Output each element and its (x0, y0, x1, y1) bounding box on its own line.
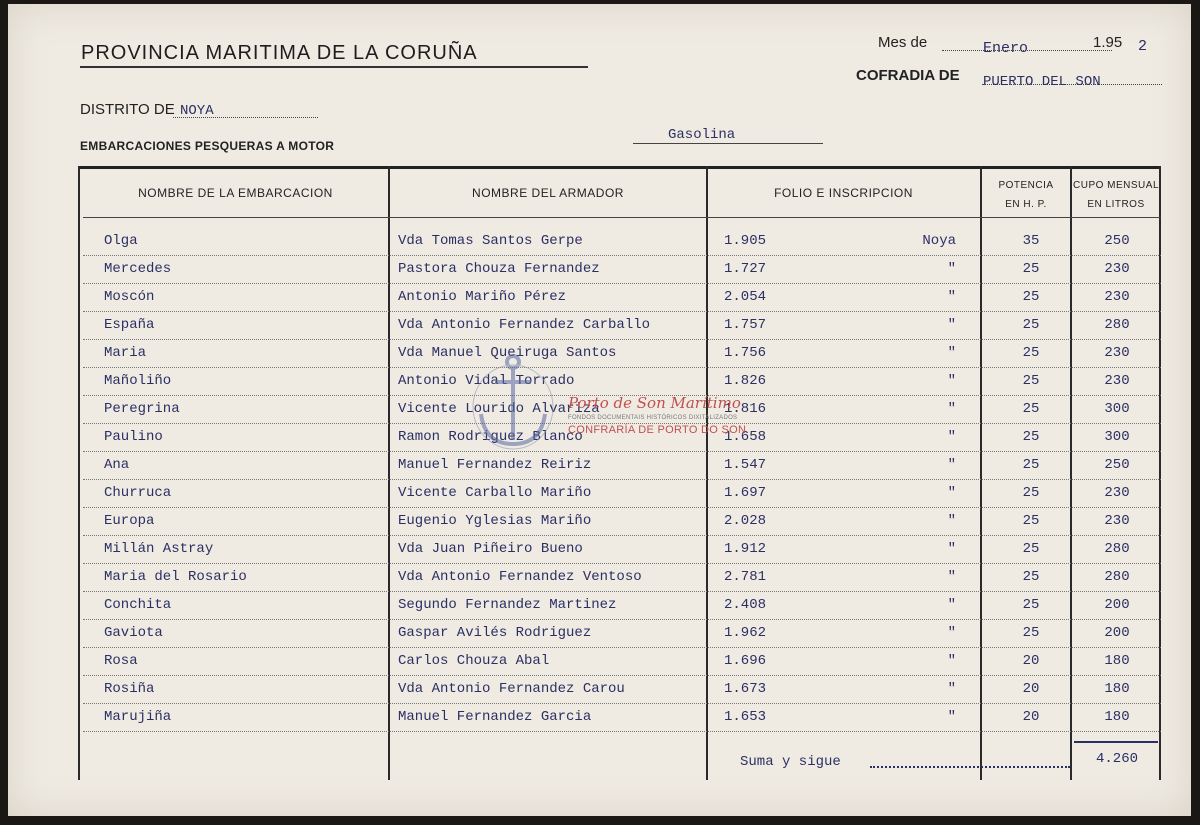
table-row (83, 563, 1161, 564)
cell-name: Mercedes (104, 261, 172, 277)
table-row (83, 619, 1161, 620)
fuel-underline (633, 143, 823, 144)
cell-folio: 1.727 (724, 261, 767, 277)
cell-folio: 2.781 (724, 569, 767, 585)
cell-hp: 25 (1022, 429, 1040, 445)
document-sheet (8, 4, 1191, 816)
cell-owner: Gaspar Avilés Rodriguez (398, 625, 592, 641)
column-divider-owner (388, 166, 390, 780)
cell-port: Noya (922, 233, 956, 249)
cell-owner: Ramon Rodriguez Blanco (398, 429, 583, 445)
year-label: 1.95 (1093, 34, 1123, 51)
cell-port: " (947, 569, 956, 585)
cell-cupo: 180 (1104, 681, 1130, 697)
cell-cupo: 280 (1104, 541, 1130, 557)
cell-port: " (947, 401, 956, 417)
province-title: PROVINCIA MARITIMA DE LA CORUÑA (81, 42, 478, 64)
cell-owner: Vda Juan Piñeiro Bueno (398, 541, 583, 557)
cell-hp: 25 (1022, 625, 1040, 641)
cell-folio: 1.912 (724, 541, 767, 557)
cell-name: Olga (104, 233, 138, 249)
cell-owner: Vda Antonio Fernandez Ventoso (398, 569, 642, 585)
cofradia-value: PUERTO DEL SON (983, 74, 1101, 90)
cell-hp: 25 (1022, 289, 1040, 305)
column-divider-cupo (1070, 166, 1072, 780)
cell-hp: 25 (1022, 345, 1040, 361)
table-row (83, 339, 1161, 340)
cell-owner: Pastora Chouza Fernandez (398, 261, 600, 277)
distrito-value: NOYA (180, 103, 214, 119)
cell-cupo: 280 (1104, 569, 1130, 585)
cell-hp: 25 (1022, 457, 1040, 473)
cell-folio: 1.826 (724, 373, 767, 389)
column-header-cupo-line2: EN LITROS (1087, 199, 1145, 210)
cell-hp: 25 (1022, 569, 1040, 585)
column-divider-hp (980, 166, 982, 780)
cell-hp: 25 (1022, 317, 1040, 333)
column-header-folio: FOLIO E INSCRIPCION (774, 186, 913, 200)
table-row (83, 731, 1161, 732)
cell-port: " (947, 541, 956, 557)
cell-cupo: 230 (1104, 513, 1130, 529)
cell-name: Europa (104, 513, 155, 529)
column-header-cupo (1073, 176, 1159, 214)
cell-port: " (947, 513, 956, 529)
cell-cupo: 230 (1104, 485, 1130, 501)
cell-name: Conchita (104, 597, 172, 613)
cell-folio: 1.816 (724, 401, 767, 417)
cell-name: Rosiña (104, 681, 155, 697)
cell-hp: 20 (1022, 709, 1040, 725)
cell-name: Maria (104, 345, 147, 361)
cell-hp: 25 (1022, 597, 1040, 613)
cell-port: " (947, 653, 956, 669)
cell-port: " (947, 345, 956, 361)
suma-label: Suma y sigue (740, 754, 841, 770)
cell-hp: 25 (1022, 541, 1040, 557)
cell-cupo: 180 (1104, 709, 1130, 725)
month-label: Mes de (878, 34, 928, 51)
table-left-border (78, 166, 80, 780)
cell-hp: 20 (1022, 681, 1040, 697)
embarcaciones-label: EMBARCACIONES PESQUERAS A MOTOR (80, 139, 335, 153)
cell-folio: 1.547 (724, 457, 767, 473)
stamp-small-text: FONDOS DOCUMENTAIS HISTÓRICOS DIXITALIZADOS (568, 415, 738, 421)
cell-cupo: 180 (1104, 653, 1130, 669)
column-header-owner: NOMBRE DEL ARMADOR (472, 186, 624, 200)
table-row (83, 255, 1161, 256)
anchor-icon (481, 356, 545, 444)
cell-cupo: 300 (1104, 429, 1130, 445)
cell-owner: Manuel Fernandez Reiriz (398, 457, 592, 473)
cell-name: Mañoliño (104, 373, 172, 389)
cell-name: Rosa (104, 653, 138, 669)
table-row (83, 507, 1161, 508)
cell-name: Peregrina (104, 401, 180, 417)
cofradia-label: COFRADIA DE (856, 67, 960, 84)
fuel-value: Gasolina (668, 127, 736, 143)
cell-hp: 20 (1022, 653, 1040, 669)
cell-owner: Antonio Mariño Pérez (398, 289, 567, 305)
cell-name: Maria del Rosario (104, 569, 247, 585)
cell-port: " (947, 485, 956, 501)
cell-owner: Manuel Fernandez Garcia (398, 709, 592, 725)
cell-cupo: 300 (1104, 401, 1130, 417)
cell-port: " (947, 709, 956, 725)
cell-folio: 1.653 (724, 709, 767, 725)
cell-owner: Vda Tomas Santos Gerpe (398, 233, 583, 249)
cell-owner: Vicente Lourido Alvariza (398, 401, 600, 417)
cell-owner: Vda Manuel Queiruga Santos (398, 345, 617, 361)
cell-folio: 1.697 (724, 485, 767, 501)
cell-hp: 35 (1022, 233, 1040, 249)
cell-cupo: 200 (1104, 625, 1130, 641)
cell-port: " (947, 429, 956, 445)
cell-name: España (104, 317, 155, 333)
cell-cupo: 230 (1104, 261, 1130, 277)
cell-folio: 1.673 (724, 681, 767, 697)
cell-name: Ana (104, 457, 130, 473)
cell-port: " (947, 457, 956, 473)
suma-dotted-line (870, 766, 1070, 768)
cell-folio: 2.408 (724, 597, 767, 613)
cell-folio: 1.757 (724, 317, 767, 333)
cell-hp: 25 (1022, 373, 1040, 389)
column-header-hp-line1: POTENCIA (998, 180, 1054, 191)
cell-name: Moscón (104, 289, 155, 305)
cell-port: " (947, 373, 956, 389)
table-row (83, 647, 1161, 648)
cell-owner: Vda Antonio Fernandez Carou (398, 681, 625, 697)
cell-folio: 1.756 (724, 345, 767, 361)
cell-hp: 25 (1022, 485, 1040, 501)
cell-cupo: 250 (1104, 233, 1130, 249)
cell-port: " (947, 625, 956, 641)
cell-folio: 2.054 (724, 289, 767, 305)
year-suffix: 2 (1138, 38, 1148, 55)
table-row (83, 591, 1161, 592)
cell-cupo: 230 (1104, 289, 1130, 305)
title-underline (80, 66, 588, 68)
table-row (83, 703, 1161, 704)
cell-port: " (947, 289, 956, 305)
cell-hp: 25 (1022, 261, 1040, 277)
cell-name: Millán Astray (104, 541, 214, 557)
cell-folio: 1.658 (724, 429, 767, 445)
cell-name: Churruca (104, 485, 172, 501)
header-underline (83, 217, 1161, 218)
total-value: 4.260 (1095, 751, 1138, 767)
month-value: Enero (983, 40, 1029, 57)
column-header-hp (983, 176, 1069, 214)
column-header-name: NOMBRE DE LA EMBARCACION (138, 186, 333, 200)
total-rule (1074, 741, 1158, 743)
cell-cupo: 250 (1104, 457, 1130, 473)
stamp-name: CONFRARÍA DE PORTO DO SON (568, 424, 747, 436)
cell-port: " (947, 681, 956, 697)
cell-folio: 1.962 (724, 625, 767, 641)
cell-owner: Carlos Chouza Abal (398, 653, 550, 669)
table-row (83, 675, 1161, 676)
table-row (83, 311, 1161, 312)
cell-owner: Antonio Vidal Torrado (398, 373, 575, 389)
table-row (83, 535, 1161, 536)
cell-port: " (947, 597, 956, 613)
table-row (83, 283, 1161, 284)
table-row (83, 479, 1161, 480)
cell-port: " (947, 261, 956, 277)
cell-owner: Eugenio Yglesias Mariño (398, 513, 592, 529)
cell-name: Gaviota (104, 625, 163, 641)
cell-cupo: 200 (1104, 597, 1130, 613)
cell-folio: 2.028 (724, 513, 767, 529)
cell-cupo: 230 (1104, 345, 1130, 361)
cell-cupo: 280 (1104, 317, 1130, 333)
distrito-label: DISTRITO DE (80, 101, 175, 118)
cell-owner: Vda Antonio Fernandez Carballo (398, 317, 651, 333)
column-header-cupo-line1: CUPO MENSUAL (1073, 180, 1160, 191)
cell-hp: 25 (1022, 513, 1040, 529)
cell-cupo: 230 (1104, 373, 1130, 389)
stamp-script-text: Porto de Son Marítimo (568, 394, 741, 412)
table-top-border (78, 166, 1161, 169)
cell-name: Marujiña (104, 709, 172, 725)
cell-hp: 25 (1022, 401, 1040, 417)
cell-name: Paulino (104, 429, 163, 445)
column-header-hp-line2: EN H. P. (1005, 199, 1047, 210)
cell-port: " (947, 317, 956, 333)
cell-folio: 1.905 (724, 233, 767, 249)
cell-owner: Vicente Carballo Mariño (398, 485, 592, 501)
cell-owner: Segundo Fernandez Martinez (398, 597, 617, 613)
table-right-border (1159, 166, 1161, 780)
cell-folio: 1.696 (724, 653, 767, 669)
column-divider-folio (706, 166, 708, 780)
